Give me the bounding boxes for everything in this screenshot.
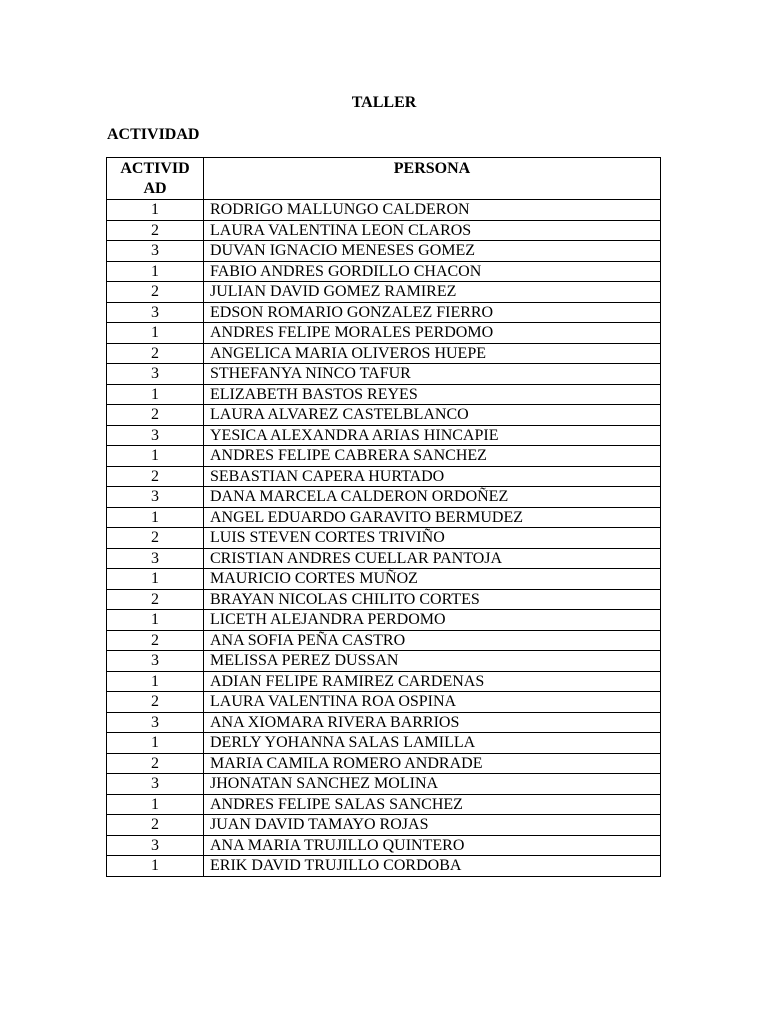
cell-actividad: 3 bbox=[107, 241, 204, 262]
cell-persona: ANGEL EDUARDO GARAVITO BERMUDEZ bbox=[204, 507, 661, 528]
cell-actividad: 3 bbox=[107, 774, 204, 795]
cell-persona: LAURA ALVAREZ CASTELBLANCO bbox=[204, 405, 661, 426]
header-actividad bbox=[107, 158, 204, 200]
cell-actividad: 1 bbox=[107, 384, 204, 405]
table-row bbox=[107, 753, 661, 774]
table-row bbox=[107, 364, 661, 385]
cell-actividad: 1 bbox=[107, 794, 204, 815]
cell-actividad: 3 bbox=[107, 302, 204, 323]
cell-persona: ANDRES FELIPE MORALES PERDOMO bbox=[204, 323, 661, 344]
table-row bbox=[107, 630, 661, 651]
cell-actividad: 2 bbox=[107, 630, 204, 651]
cell-actividad: 1 bbox=[107, 733, 204, 754]
document-title: TALLER bbox=[351, 94, 417, 111]
cell-persona: ANA MARIA TRUJILLO QUINTERO bbox=[204, 835, 661, 856]
cell-actividad: 1 bbox=[107, 261, 204, 282]
table-row bbox=[107, 446, 661, 467]
cell-actividad: 3 bbox=[107, 548, 204, 569]
table-row bbox=[107, 856, 661, 877]
table-row bbox=[107, 692, 661, 713]
cell-actividad: 1 bbox=[107, 671, 204, 692]
cell-actividad: 2 bbox=[107, 343, 204, 364]
cell-persona: FABIO ANDRES GORDILLO CHACON bbox=[204, 261, 661, 282]
table-row bbox=[107, 569, 661, 590]
cell-actividad: 2 bbox=[107, 589, 204, 610]
table-row bbox=[107, 323, 661, 344]
cell-persona: SEBASTIAN CAPERA HURTADO bbox=[204, 466, 661, 487]
cell-persona: LAURA VALENTINA LEON CLAROS bbox=[204, 220, 661, 241]
cell-persona: LICETH ALEJANDRA PERDOMO bbox=[204, 610, 661, 631]
table-row bbox=[107, 610, 661, 631]
cell-persona: DANA MARCELA CALDERON ORDOÑEZ bbox=[204, 487, 661, 508]
cell-actividad: 3 bbox=[107, 712, 204, 733]
table-body bbox=[107, 200, 661, 877]
cell-persona: LUIS STEVEN CORTES TRIVIÑO bbox=[204, 528, 661, 549]
cell-persona: EDSON ROMARIO GONZALEZ FIERRO bbox=[204, 302, 661, 323]
table-row bbox=[107, 261, 661, 282]
table-row bbox=[107, 487, 661, 508]
cell-persona: JULIAN DAVID GOMEZ RAMIREZ bbox=[204, 282, 661, 303]
cell-persona: ANGELICA MARIA OLIVEROS HUEPE bbox=[204, 343, 661, 364]
cell-persona: ANDRES FELIPE SALAS SANCHEZ bbox=[204, 794, 661, 815]
cell-persona: ADIAN FELIPE RAMIREZ CARDENAS bbox=[204, 671, 661, 692]
table-row bbox=[107, 528, 661, 549]
table-row bbox=[107, 405, 661, 426]
cell-actividad: 3 bbox=[107, 487, 204, 508]
cell-actividad: 2 bbox=[107, 692, 204, 713]
cell-actividad: 2 bbox=[107, 282, 204, 303]
cell-actividad: 2 bbox=[107, 466, 204, 487]
cell-persona: ANA XIOMARA RIVERA BARRIOS bbox=[204, 712, 661, 733]
cell-persona: RODRIGO MALLUNGO CALDERON bbox=[204, 200, 661, 221]
cell-actividad: 2 bbox=[107, 815, 204, 836]
cell-actividad: 1 bbox=[107, 446, 204, 467]
cell-actividad: 3 bbox=[107, 835, 204, 856]
cell-persona: STHEFANYA NINCO TAFUR bbox=[204, 364, 661, 385]
header-persona: PERSONA bbox=[204, 158, 661, 200]
cell-persona: ANDRES FELIPE CABRERA SANCHEZ bbox=[204, 446, 661, 467]
cell-actividad: 1 bbox=[107, 200, 204, 221]
cell-persona: DUVAN IGNACIO MENESES GOMEZ bbox=[204, 241, 661, 262]
cell-actividad: 3 bbox=[107, 425, 204, 446]
table-row bbox=[107, 200, 661, 221]
cell-actividad: 1 bbox=[107, 323, 204, 344]
table-row bbox=[107, 384, 661, 405]
cell-actividad: 2 bbox=[107, 405, 204, 426]
cell-persona: CRISTIAN ANDRES CUELLAR PANTOJA bbox=[204, 548, 661, 569]
cell-persona: MAURICIO CORTES MUÑOZ bbox=[204, 569, 661, 590]
header-actividad-label: ACTIVIDAD bbox=[120, 160, 190, 197]
table-row bbox=[107, 733, 661, 754]
table-row bbox=[107, 466, 661, 487]
cell-persona: ANA SOFIA PEÑA CASTRO bbox=[204, 630, 661, 651]
table-row bbox=[107, 220, 661, 241]
table-header-row bbox=[107, 158, 661, 200]
cell-actividad: 3 bbox=[107, 364, 204, 385]
cell-actividad: 1 bbox=[107, 569, 204, 590]
table-row bbox=[107, 794, 661, 815]
table-row bbox=[107, 671, 661, 692]
table-row bbox=[107, 815, 661, 836]
cell-actividad: 1 bbox=[107, 856, 204, 877]
table-row bbox=[107, 548, 661, 569]
table-row bbox=[107, 507, 661, 528]
table-row bbox=[107, 425, 661, 446]
cell-persona: YESICA ALEXANDRA ARIAS HINCAPIE bbox=[204, 425, 661, 446]
cell-actividad: 2 bbox=[107, 753, 204, 774]
cell-persona: DERLY YOHANNA SALAS LAMILLA bbox=[204, 733, 661, 754]
activity-table bbox=[106, 157, 661, 877]
table-row bbox=[107, 302, 661, 323]
cell-persona: ERIK DAVID TRUJILLO CORDOBA bbox=[204, 856, 661, 877]
cell-actividad: 2 bbox=[107, 528, 204, 549]
table-row bbox=[107, 835, 661, 856]
cell-persona: LAURA VALENTINA ROA OSPINA bbox=[204, 692, 661, 713]
table-row bbox=[107, 241, 661, 262]
table-row bbox=[107, 712, 661, 733]
table-row bbox=[107, 282, 661, 303]
table-row bbox=[107, 589, 661, 610]
cell-persona: MELISSA PEREZ DUSSAN bbox=[204, 651, 661, 672]
cell-persona: BRAYAN NICOLAS CHILITO CORTES bbox=[204, 589, 661, 610]
cell-persona: JHONATAN SANCHEZ MOLINA bbox=[204, 774, 661, 795]
cell-persona: JUAN DAVID TAMAYO ROJAS bbox=[204, 815, 661, 836]
table-row bbox=[107, 343, 661, 364]
cell-actividad: 2 bbox=[107, 220, 204, 241]
cell-actividad: 3 bbox=[107, 651, 204, 672]
section-heading: ACTIVIDAD bbox=[107, 126, 200, 143]
cell-actividad: 1 bbox=[107, 507, 204, 528]
table-row bbox=[107, 774, 661, 795]
cell-actividad: 1 bbox=[107, 610, 204, 631]
cell-persona: ELIZABETH BASTOS REYES bbox=[204, 384, 661, 405]
cell-persona: MARIA CAMILA ROMERO ANDRADE bbox=[204, 753, 661, 774]
table-row bbox=[107, 651, 661, 672]
